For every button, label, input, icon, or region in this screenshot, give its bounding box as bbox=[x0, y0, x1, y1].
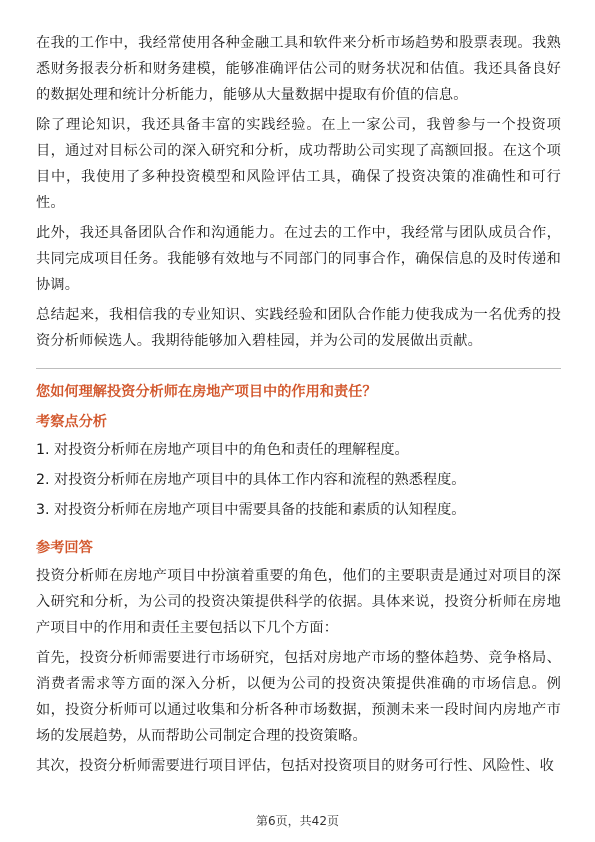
answer-paragraph-3: 其次，投资分析师需要进行项目评估，包括对投资项目的财务可行性、风险性、收 bbox=[36, 758, 554, 774]
answer-paragraph-2: 首先，投资分析师需要进行市场研究，包括对房地产市场的整体趋势、竞争格局、消费者需求等方面的深入分析，以便为公司的投资决策提供准确的市场信息。例如，投资分析师可以通过收集和分析各种市场数据，预测未来一段时间内房地产市场的发展趋势，从而帮助公司制定合理的投资策略。 bbox=[36, 650, 561, 744]
intro-paragraph-1: 在我的工作中，我经常使用各种金融工具和软件来分析市场趋势和股票表现。我熟悉财务报表分析和财务建模，能够准确评估公司的财务状况和估值。我还具备良好的数据处理和统计分析能力，能够从大量数据中提取有价值的信息。 bbox=[36, 35, 561, 103]
spacer bbox=[36, 527, 561, 535]
analysis-point-3: 3. 对投资分析师在房地产项目中需要具备的技能和素质的认知程度。 bbox=[36, 502, 466, 518]
document-page bbox=[36, 30, 561, 783]
answer-title: 参考回答 bbox=[36, 540, 93, 556]
analysis-title: 考察点分析 bbox=[36, 414, 107, 430]
analysis-point-1: 1. 对投资分析师在房地产项目中的角色和责任的理解程度。 bbox=[36, 442, 409, 458]
answer-paragraph-1: 投资分析师在房地产项目中扮演着重要的角色，他们的主要职责是通过对项目的深入研究和分析，为公司的投资决策提供科学的依据。具体来说，投资分析师在房地产项目中的作用和责任主要包括以下几个方面： bbox=[36, 568, 561, 636]
intro-paragraph-3: 此外，我还具备团队合作和沟通能力。在过去的工作中，我经常与团队成员合作，共同完成项目任务。我能够有效地与不同部门的同事合作，确保信息的及时传递和协调。 bbox=[36, 225, 561, 293]
intro-paragraph-4: 总结起来，我相信我的专业知识、实践经验和团队合作能力使我成为一名优秀的投资分析师候选人。我期待能够加入碧桂园，并为公司的发展做出贡献。 bbox=[36, 307, 561, 349]
intro-paragraph-2: 除了理论知识，我还具备丰富的实践经验。在上一家公司，我曾参与一个投资项目，通过对目标公司的深入研究和分析，成功帮助公司实现了高额回报。在这个项目中，我使用了多种投资模型和风险评估工具，确保了投资决策的准确性和可行性。 bbox=[36, 117, 561, 211]
analysis-point-2: 2. 对投资分析师在房地产项目中的具体工作内容和流程的熟悉程度。 bbox=[36, 472, 466, 488]
question-heading: 您如何理解投资分析师在房地产项目中的作用和责任？ bbox=[36, 384, 377, 400]
section-divider bbox=[36, 368, 561, 369]
page-footer: 第6页，共42页 bbox=[256, 814, 339, 828]
